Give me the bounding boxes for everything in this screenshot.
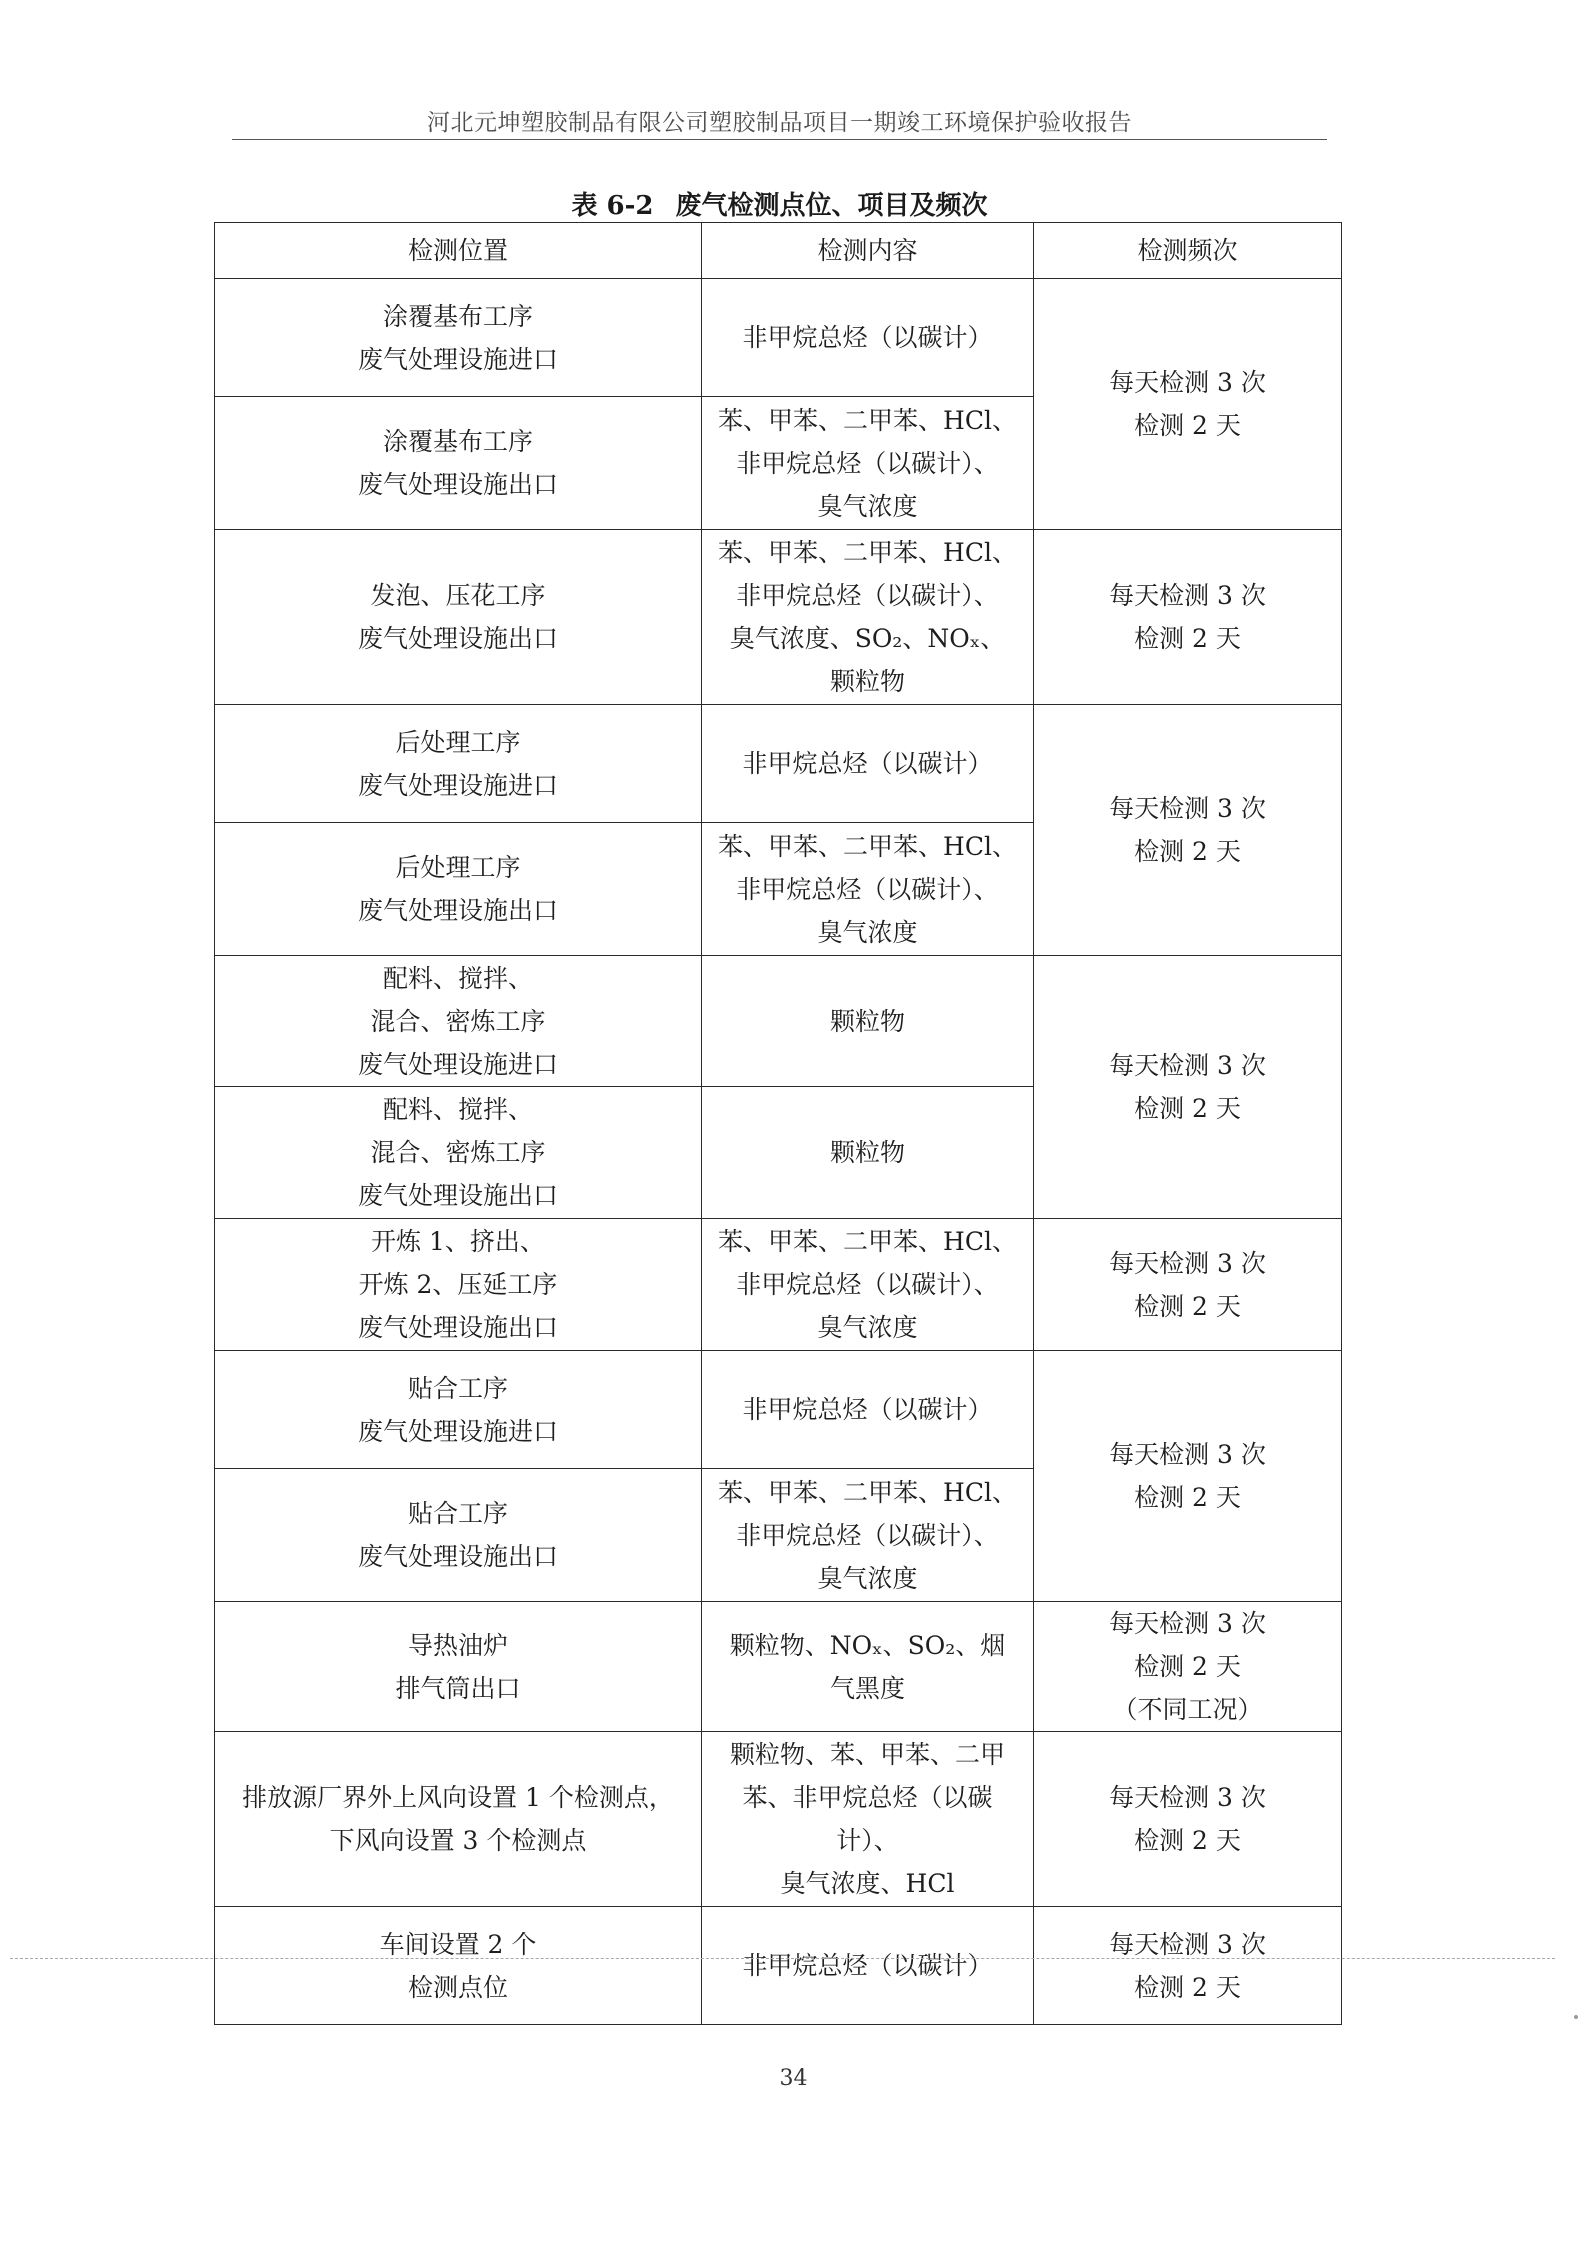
location-cell — [215, 397, 702, 530]
cell-line: 臭气浓度 — [817, 1313, 918, 1342]
cell-line: 非甲烷总烃（以碳计）、 — [736, 1520, 999, 1550]
cell-line: 发泡、压花工序 — [370, 581, 546, 610]
cell-line: 开炼 2、压延工序 — [358, 1270, 558, 1299]
cell-line: 配料、搅拌、 — [382, 963, 533, 993]
cell-line: 排气筒出口 — [395, 1673, 521, 1703]
cell-line: 涂覆基布工序 — [382, 301, 533, 331]
cell-line: 臭气浓度 — [817, 491, 918, 521]
cell-line: 颗粒物、苯、甲苯、二甲 — [729, 1740, 1005, 1769]
table-row — [215, 279, 1342, 397]
cell-line: 检测 2 天 — [1134, 1291, 1241, 1321]
content-cell — [702, 530, 1034, 705]
cell-line: 检测 2 天 — [1134, 1652, 1241, 1681]
cell-line: 非甲烷总烃（以碳计）、 — [736, 581, 999, 610]
content-cell — [702, 397, 1034, 530]
location-cell — [215, 1351, 702, 1469]
content-cell — [702, 1469, 1034, 1602]
content-cell — [702, 1602, 1034, 1732]
cell-line: 检测 2 天 — [1134, 1972, 1241, 2002]
location-cell — [215, 956, 702, 1087]
location-cell — [215, 530, 702, 705]
header-content: 检测内容 — [702, 223, 1034, 279]
table-row — [215, 956, 1342, 1087]
frequency-cell — [1034, 279, 1342, 530]
cell-line: 下风向设置 3 个检测点 — [329, 1826, 587, 1855]
content-cell — [702, 279, 1034, 397]
cell-line: 非甲烷总烃（以碳计） — [742, 749, 993, 778]
cell-line: 非甲烷总烃（以碳计）、 — [736, 1270, 999, 1299]
cell-line: 废气处理设施出口 — [357, 624, 558, 653]
location-cell — [215, 279, 702, 397]
frequency-cell — [1034, 1351, 1342, 1602]
table-number: 表 6-2 — [571, 191, 654, 221]
content-cell — [702, 1087, 1034, 1219]
table-row — [215, 1732, 1342, 1907]
table-caption — [232, 185, 1327, 222]
frequency-cell — [1034, 1602, 1342, 1732]
table-row — [215, 1907, 1342, 2025]
cell-line: 检测 2 天 — [1134, 1483, 1241, 1512]
cell-line: 开炼 1、挤出、 — [371, 1227, 545, 1256]
cell-line: 后处理工序 — [395, 727, 521, 757]
cell-line: 检测 2 天 — [1134, 1826, 1241, 1855]
page-number: 34 — [779, 2066, 808, 2091]
content-cell — [702, 1219, 1034, 1351]
cell-line: 臭气浓度 — [817, 1563, 918, 1593]
frequency-cell — [1034, 1907, 1342, 2025]
running-header: 河北元坤塑胶制品有限公司塑胶制品项目一期竣工环境保护验收报告 — [427, 110, 1132, 136]
cell-line: 导热油炉 — [407, 1630, 508, 1660]
cell-line: 非甲烷总烃（以碳计） — [742, 1951, 993, 1980]
cell-line: 排放源厂界外上风向设置 1 个检测点， — [242, 1783, 674, 1812]
location-cell — [215, 1732, 702, 1907]
cell-line: 检测 2 天 — [1134, 837, 1241, 866]
content-cell — [702, 1907, 1034, 2025]
cell-line: 贴合工序 — [407, 1373, 508, 1403]
cell-line: 废气处理设施进口 — [357, 344, 558, 374]
cell-line: 混合、密炼工序 — [370, 1006, 546, 1036]
cell-line: 贴合工序 — [407, 1499, 508, 1528]
cell-line: 混合、密炼工序 — [370, 1138, 546, 1167]
table-row — [215, 1602, 1342, 1732]
frequency-cell — [1034, 956, 1342, 1219]
content-cell — [702, 1351, 1034, 1469]
cell-line: 每天检测 3 次 — [1109, 368, 1266, 397]
cell-line: 臭气浓度、HCl — [780, 1869, 955, 1898]
cell-line: 废气处理设施进口 — [357, 770, 558, 800]
cell-line: 苯、非甲烷总烃（以碳 — [742, 1783, 993, 1812]
frequency-cell — [1034, 1219, 1342, 1351]
cell-line: 废气处理设施进口 — [357, 1416, 558, 1446]
cell-line: 废气处理设施出口 — [357, 470, 558, 499]
cell-line: 非甲烷总烃（以碳计） — [742, 1395, 993, 1424]
cell-line: 后处理工序 — [395, 853, 521, 882]
cell-line: 检测 2 天 — [1134, 1094, 1241, 1123]
content-cell — [702, 956, 1034, 1087]
cell-line: 涂覆基布工序 — [382, 427, 533, 456]
cell-line: （不同工况） — [1112, 1695, 1263, 1724]
location-cell — [215, 1219, 702, 1351]
cell-line: 废气处理设施出口 — [357, 896, 558, 925]
location-cell — [215, 705, 702, 823]
monitoring-table — [214, 222, 1342, 2025]
cell-line: 检测 2 天 — [1134, 411, 1241, 440]
header-frequency: 检测频次 — [1034, 223, 1342, 279]
frequency-cell — [1034, 1732, 1342, 1907]
cell-line: 每天检测 3 次 — [1109, 1051, 1266, 1080]
cell-line: 苯、甲苯、二甲苯、HCl、 — [718, 1477, 1017, 1507]
cell-line: 废气处理设施进口 — [357, 1049, 558, 1079]
cell-line: 苯、甲苯、二甲苯、HCl、 — [718, 538, 1017, 567]
cell-line: 检测点位 — [407, 1972, 508, 2002]
cell-line: 检测 2 天 — [1134, 624, 1241, 653]
cell-line: 颗粒物、NOₓ、SO₂、烟 — [729, 1630, 1006, 1660]
header-location: 检测位置 — [215, 223, 702, 279]
table-row — [215, 705, 1342, 823]
scan-speck — [1574, 2015, 1578, 2019]
content-cell — [702, 705, 1034, 823]
cell-line: 配料、搅拌、 — [382, 1095, 533, 1124]
location-cell — [215, 1469, 702, 1602]
cell-line: 每天检测 3 次 — [1109, 1248, 1266, 1278]
content-cell — [702, 1732, 1034, 1907]
cell-line: 颗粒物 — [829, 1138, 905, 1167]
cell-line: 非甲烷总烃（以碳计）、 — [736, 874, 999, 904]
table-row — [215, 1219, 1342, 1351]
table-title: 废气检测点位、项目及频次 — [675, 191, 988, 221]
cell-line: 每天检测 3 次 — [1109, 1929, 1266, 1959]
cell-line: 颗粒物 — [829, 667, 905, 696]
cell-line: 每天检测 3 次 — [1109, 1609, 1266, 1638]
location-cell — [215, 823, 702, 956]
cell-line: 苯、甲苯、二甲苯、HCl、 — [718, 1227, 1017, 1256]
cell-line: 非甲烷总烃（以碳计） — [742, 323, 993, 352]
content-cell — [702, 823, 1034, 956]
cell-line: 臭气浓度 — [817, 917, 918, 947]
cell-line: 废气处理设施出口 — [357, 1181, 558, 1210]
cell-line: 废气处理设施出口 — [357, 1542, 558, 1571]
scan-artifact-line — [10, 1958, 1555, 1959]
cell-line: 每天检测 3 次 — [1109, 794, 1266, 823]
cell-line: 苯、甲苯、二甲苯、HCl、 — [718, 831, 1017, 861]
cell-line: 每天检测 3 次 — [1109, 1783, 1266, 1812]
location-cell — [215, 1602, 702, 1732]
frequency-cell — [1034, 705, 1342, 956]
cell-line: 每天检测 3 次 — [1109, 581, 1266, 610]
cell-line: 废气处理设施出口 — [357, 1313, 558, 1342]
cell-line: 计）、 — [836, 1826, 899, 1855]
cell-line: 臭气浓度、SO₂、NOₓ、 — [729, 624, 1006, 653]
cell-line: 车间设置 2 个 — [379, 1929, 537, 1959]
table-row — [215, 530, 1342, 705]
cell-line: 气黑度 — [829, 1673, 905, 1703]
header-rule — [232, 139, 1327, 140]
cell-line: 非甲烷总烃（以碳计）、 — [736, 448, 999, 478]
location-cell — [215, 1087, 702, 1219]
table-header-row — [215, 223, 1342, 279]
cell-line: 苯、甲苯、二甲苯、HCl、 — [718, 405, 1017, 435]
cell-line: 每天检测 3 次 — [1109, 1440, 1266, 1469]
frequency-cell — [1034, 530, 1342, 705]
table-row — [215, 1351, 1342, 1469]
cell-line: 颗粒物 — [829, 1006, 905, 1036]
location-cell — [215, 1907, 702, 2025]
